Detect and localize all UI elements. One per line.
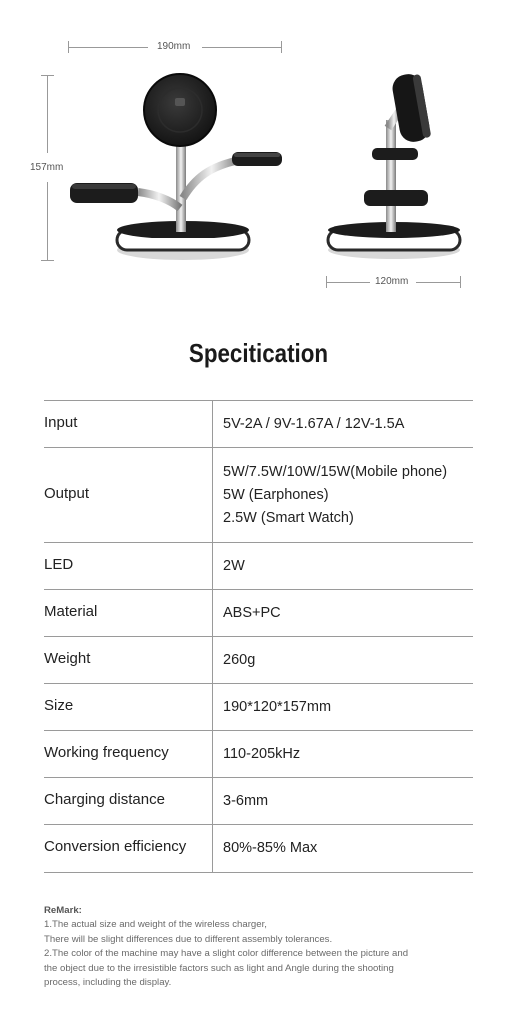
spec-value: 80%-85% Max [223,840,318,856]
dimension-line-right [202,47,282,48]
spec-label: Size [44,684,213,730]
table-row [44,731,473,778]
spec-label: Input [44,401,213,447]
spec-label: LED [44,543,213,589]
spec-value: 5V-2A / 9V-1.67A / 12V-1.5A [223,415,405,432]
remark-line: process, including the display. [44,977,172,989]
remark-line: There will be slight differences due to different assembly tolerances. [44,933,333,945]
spec-label: Weight [44,637,213,683]
remark-title: ReMark: [44,905,82,916]
table-row [44,590,473,637]
dimension-tick [68,41,69,53]
dimension-line-bottom [47,182,48,260]
dimension-tick [281,41,282,53]
spec-label: Charging distance [44,778,213,824]
section-title: Specitication [188,338,329,368]
remark-line: 2.The color of the machine may have a slight color difference between the picture and [44,948,409,960]
spec-value: 2W [223,557,245,574]
spec-value: 5W/7.5W/10W/15W(Mobile phone) 5W (Earphones) 2.5W (Smart Watch) [223,463,448,526]
remark-section [44,904,484,990]
dimension-line-right [416,282,461,283]
table-row [44,684,473,731]
spec-label: Working frequency [44,731,213,777]
charger-side-view-image [322,70,467,262]
dimension-tick [326,276,327,288]
table-row [44,637,473,684]
height-dimension-label: 157mm [30,162,64,173]
spec-value: 3-6mm [223,792,269,809]
spec-value: ABS+PC [223,604,281,621]
specification-table [44,400,473,873]
dimension-line-left [326,282,370,283]
spec-label: Material [44,590,213,636]
spec-label: Output [44,448,213,542]
width-dimension-label: 190mm [157,41,191,52]
spec-label: Conversion efficiency [44,825,213,872]
charger-front-view-image [60,68,290,268]
side-width-dimension-label: 120mm [375,276,409,287]
spec-value: 260g [223,651,256,668]
table-row [44,448,473,543]
table-row [44,778,473,825]
remark-line: the object due to the irresistible factors such as light and Angle during the shooting [44,962,394,974]
dimension-tick [41,260,54,261]
spec-value: 190*120*157mm [223,698,332,715]
table-row [44,825,473,873]
dimension-line-left [68,47,148,48]
table-row [44,543,473,590]
spec-value: 110-205kHz [223,745,301,762]
dimension-tick [41,75,54,76]
remark-line: 1.The actual size and weight of the wireless charger, [44,919,267,931]
product-images [0,0,517,330]
dimension-tick [460,276,461,288]
dimension-line-top [47,75,48,153]
table-row [44,400,473,448]
